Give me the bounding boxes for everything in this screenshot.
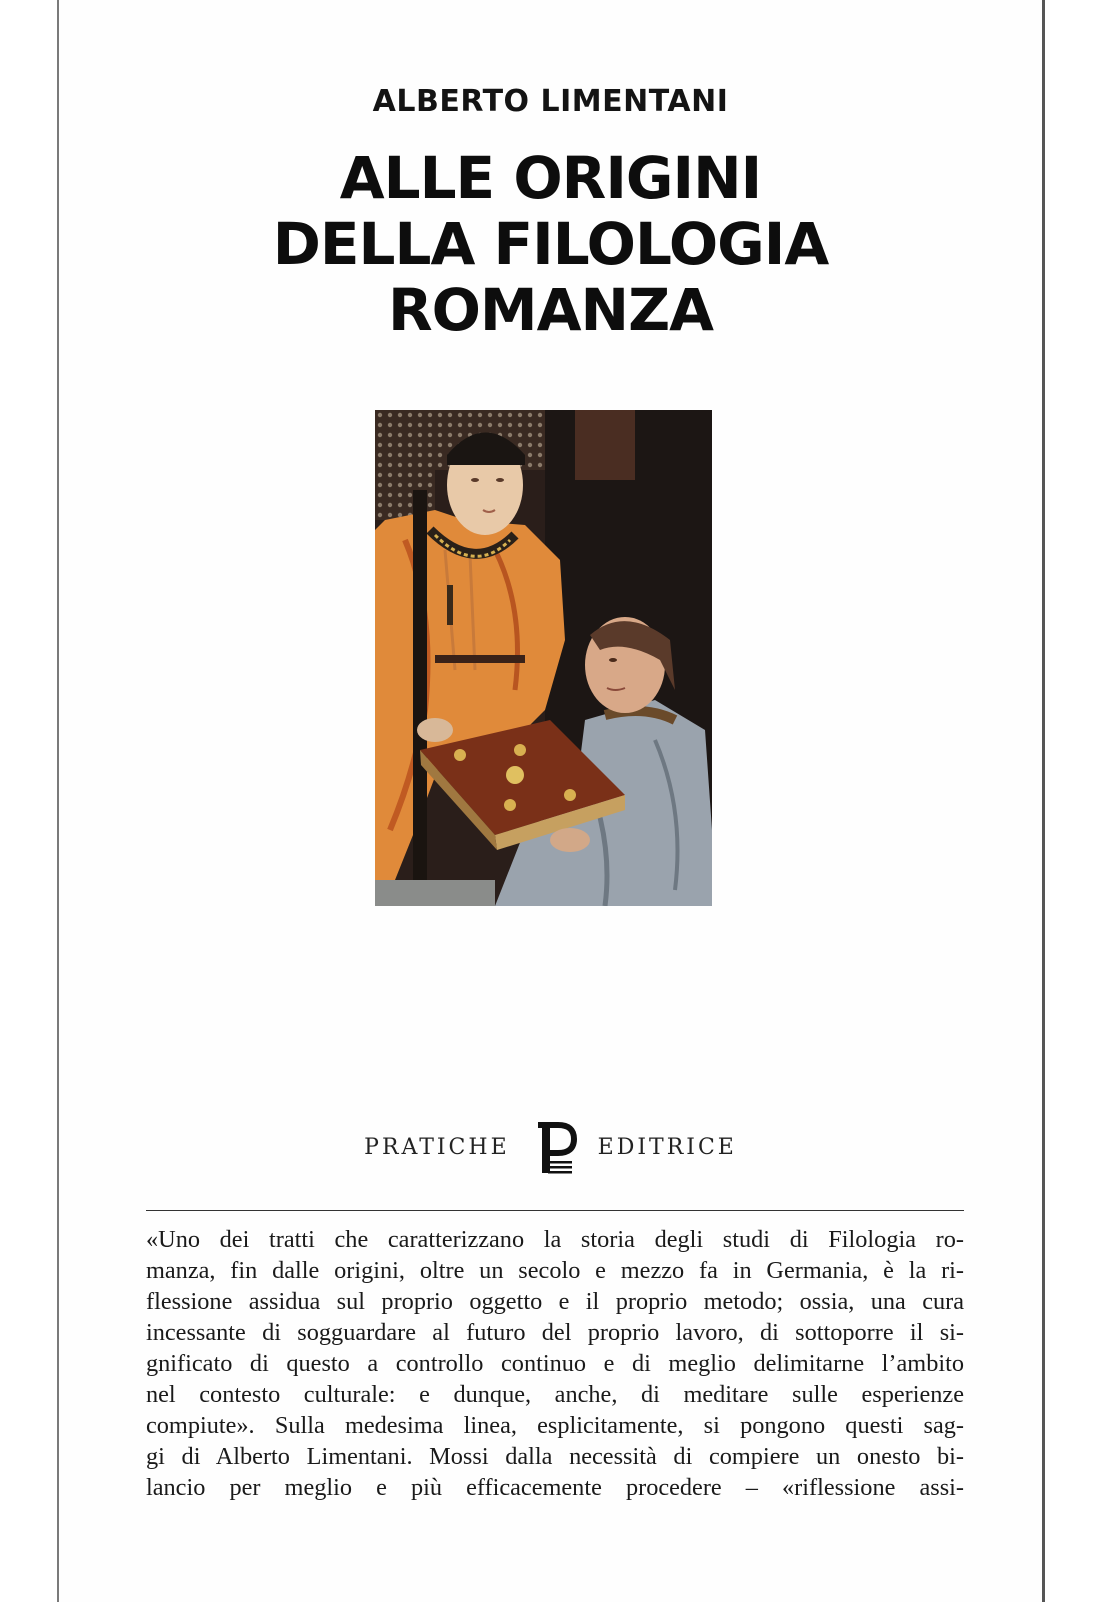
title-line-3: ROMANZA — [387, 276, 714, 344]
blurb-line: gnificato di questo a controllo continuo e di meglio delimitarne l’ambito — [146, 1350, 964, 1377]
blurb-line: compiute». Sulla medesima linea, esplicitamente, si pongono questi sag- — [146, 1412, 964, 1439]
publisher-logo-icon — [528, 1117, 578, 1177]
blurb-line: nel contesto culturale: e dunque, anche, di meditare sulle esperienze — [146, 1381, 964, 1408]
book-cover — [57, 0, 1045, 1602]
blurb-line: «Uno dei tratti che caratterizzano la storia degli studi di Filologia ro- — [146, 1226, 964, 1253]
blurb-line: lancio per meglio e più efficacemente procedere – «riflessione assi- — [146, 1474, 964, 1501]
cover-painting — [375, 410, 712, 906]
blurb-line: gi di Alberto Limentani. Mossi dalla necessità di compiere un onesto bi- — [146, 1443, 964, 1470]
blurb-line: manza, fin dalle origini, oltre un secolo e mezzo fa in Germania, è la ri- — [146, 1257, 964, 1284]
divider-line — [146, 1210, 964, 1211]
blurb-line: incessante di sogguardare al futuro del proprio lavoro, di sottoporre il si- — [146, 1319, 964, 1346]
author-name: ALBERTO LIMENTANI — [372, 84, 729, 119]
painting-illustration — [375, 410, 712, 906]
title-line-1: ALLE ORIGINI — [339, 144, 762, 212]
publisher-name-right: EDITRICE — [597, 1134, 737, 1160]
publisher-name-left: PRATICHE — [364, 1134, 510, 1160]
title-line-2: DELLA FILOLOGIA — [272, 210, 829, 278]
publisher-imprint — [59, 1117, 1042, 1177]
book-title — [59, 145, 1042, 343]
blurb-line: flessione assidua sul proprio oggetto e il proprio metodo; ossia, una cura — [146, 1288, 964, 1315]
back-cover-blurb — [146, 1224, 964, 1503]
